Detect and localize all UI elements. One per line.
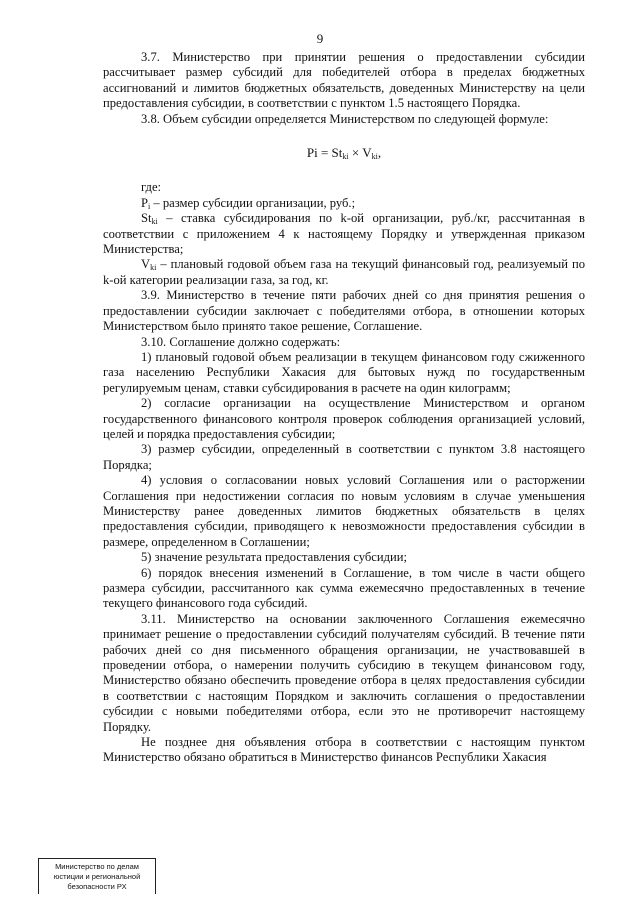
formula-lhs: Pi = St (306, 145, 343, 161)
definition-pi (103, 196, 585, 211)
stamp-line-2: юстиции и региональной (53, 872, 141, 881)
paragraph-3-9: 3.9. Министерство в течение пяти рабочих дней со дня принятия решения о предоставлении субсидии заключает с победителями отбора, в отношении которых Министерством было принято такое решение, Соглашение. (103, 288, 585, 334)
definition-v (103, 257, 585, 288)
registration-stamp (38, 858, 156, 894)
paragraph-3-7: 3.7. Министерство при принятии решения о предоставлении субсидии рассчитывает размер субсидий для победителей отбора в пределах бюджетных ассигнований и лимитов бюджетных обязательств, доведенных Министерству на цели предоставления субсидии, в соответствии с пунктом 1.5 настоящего Порядка. (103, 50, 585, 111)
definition-pi-text: – размер субсидии организации, руб.; (150, 195, 356, 210)
list-item-1: 1) плановый годовой объем реализации в текущем финансовом году сжиженного газа населению Республики Хакасия для бытовых нужд по государственным регулируемым ценам, ставки субсидирования в расчете на один килограмм; (103, 349, 585, 395)
symbol-p: P (141, 195, 149, 210)
symbol-st: St (141, 211, 152, 226)
paragraph-3-11: 3.11. Министерство на основании заключенного Соглашения ежемесячно принимает решение о предоставлении субсидий получателям субсидий. В течение пяти рабочих дней со дня письменного обращения организации, не участвовавшей в проведении отбора, о намерении получить субсидию в текущем финансовом году, Министерство обязано обеспечить проведение отбора в целях предоставления субсидии в соответствии с настоящим Порядком и заключить соглашения о предоставлении субсидии с новыми победителями отбора, если это не противоречит настоящему Порядку. (103, 611, 585, 734)
where-label: где: (141, 180, 162, 195)
stamp-line-1: Министерство по делам (55, 862, 139, 871)
list-item-5: 5) значение результата предоставления субсидии; (141, 550, 408, 565)
formula-times: × V (348, 145, 372, 161)
definition-v-text: – плановый годовой объем газа на текущий финансовый год, реализуемый по k-ой категории реализации газа, за год, кг. (103, 257, 585, 287)
paragraph-last: Не позднее дня объявления отбора в соответствии с настоящим пунктом Министерство обязано обратиться в Министерство финансов Республики Хакасия (103, 735, 585, 765)
list-item-3: 3) размер субсидии, определенный в соответствии с пунктом 3.8 настоящего Порядка; (103, 442, 585, 472)
symbol-v-sub: ki (150, 263, 157, 273)
symbol-v: V (141, 257, 151, 272)
document-body (103, 50, 585, 766)
symbol-p-sub: i (148, 201, 151, 211)
stamp-line-3: безопасности РХ (67, 882, 127, 891)
subsidy-formula (103, 145, 585, 160)
paragraph-3-10: 3.10. Соглашение должно содержать: (141, 334, 341, 349)
list-item-2: 2) согласие организации на осуществление Министерством и органом государственного финансового контроля проверок соблюдения организацией условий, целей и порядка предоставления субсидии; (103, 396, 585, 441)
page-number: 9 (316, 31, 324, 46)
paragraph-3-8: 3.8. Объем субсидии определяется Министерством по следующей формуле: (141, 111, 549, 126)
list-item-6: 6) порядок внесения изменений в Соглашение, в том числе в части общего размера субсидии, рассчитанного как сумма ежемесячно предоставленных в течение текущего финансового года субсидий. (103, 565, 585, 611)
formula-end: , (377, 145, 382, 161)
formula-sub-v: ki (371, 152, 378, 162)
list-item-4: 4) условия о согласовании новых условий Соглашения или о расторжении Соглашения при недостижении согласия по новым условиям в случае уменьшения Министерству ранее доведенных лимитов бюджетных обязательств в целях предоставления субсидии, приводящего к невозможности предоставления субсидии в размере, определенном в Соглашении; (103, 473, 585, 549)
definition-st (103, 211, 585, 257)
symbol-st-sub: ki (151, 217, 158, 227)
formula-sub-st: ki (342, 152, 349, 162)
definition-st-text: – ставка субсидирования по k-ой организации, руб./кг, рассчитанная в соответствии с приложением 4 к настоящему Порядку и утвержденная приказом Министерства; (103, 211, 585, 257)
